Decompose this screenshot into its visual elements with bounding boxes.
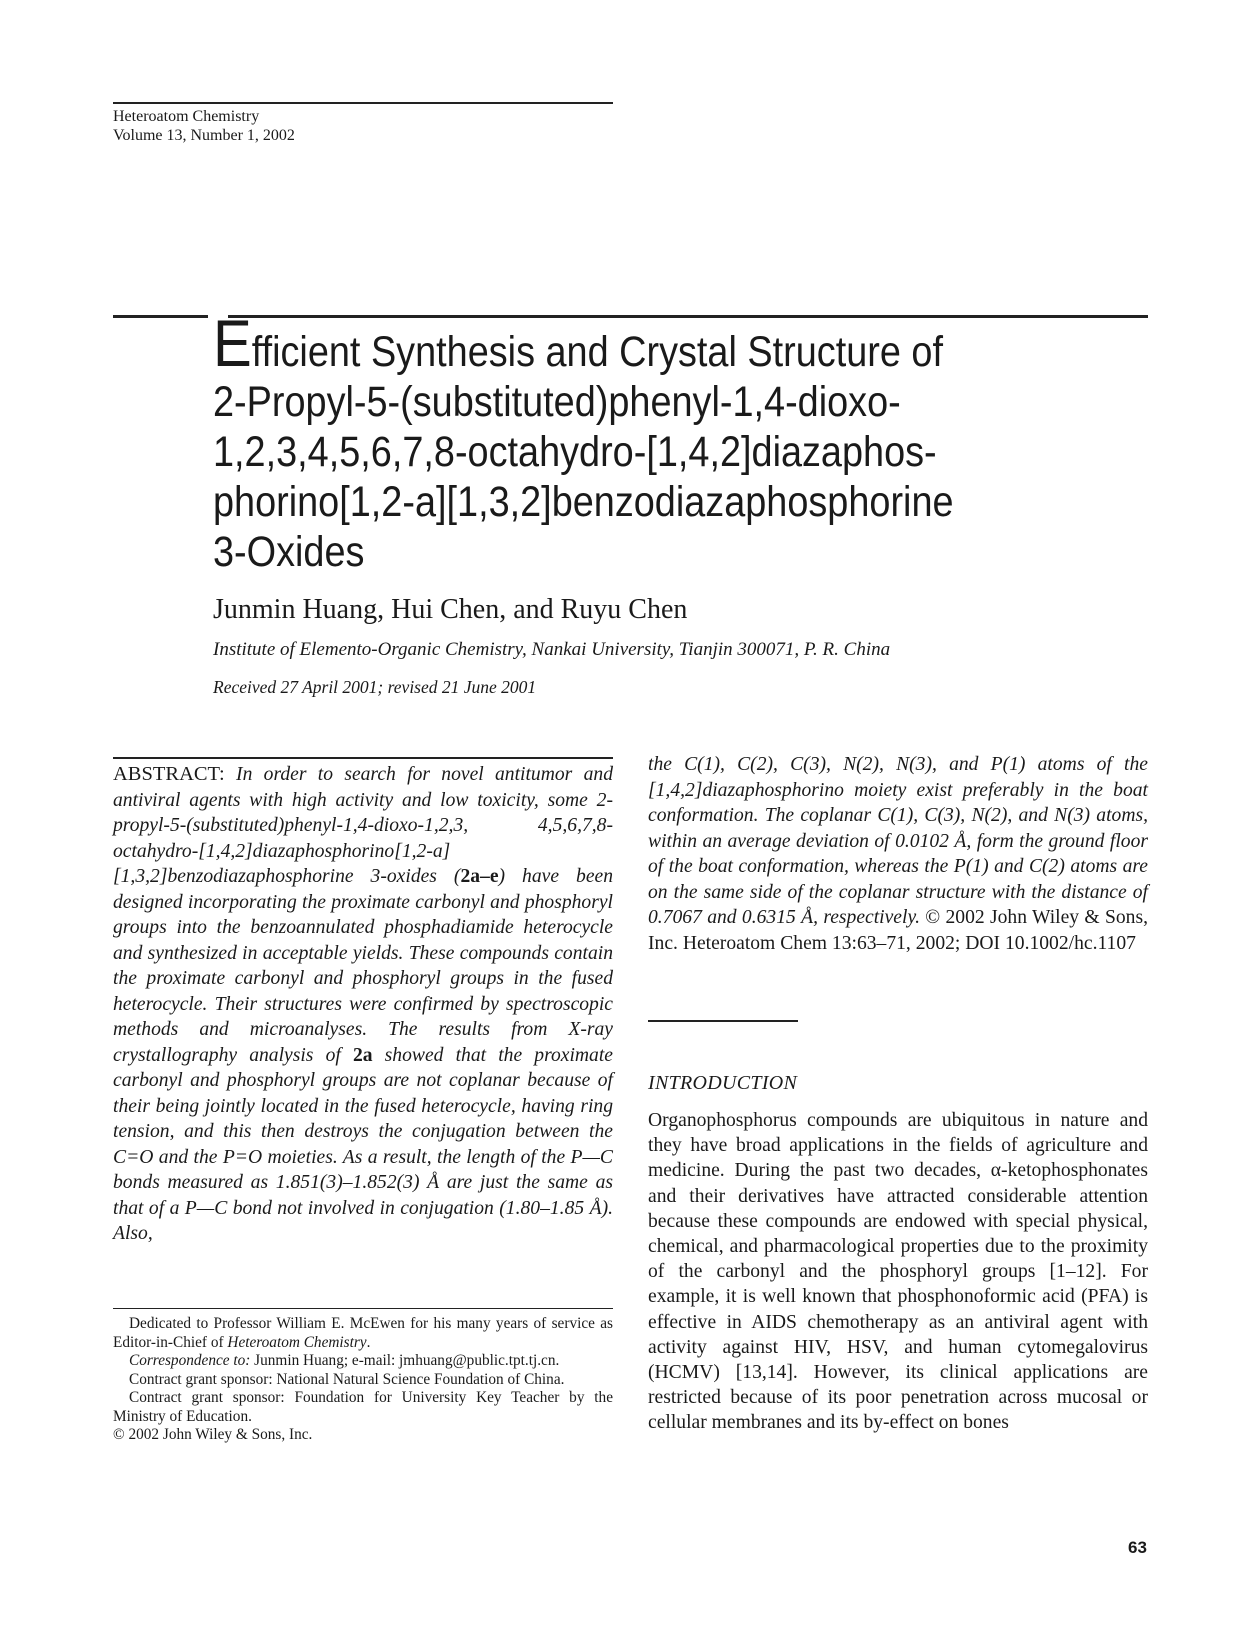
abstract-label: ABSTRACT:: [113, 763, 225, 785]
title-line-5: 3-Oxides: [213, 528, 365, 576]
footnote-copyright: © 2002 John Wiley & Sons, Inc.: [113, 1426, 313, 1443]
title-line-4: phorino[1,2-a][1,3,2]benzodiazaphosphorine: [213, 478, 954, 526]
footnote-correspondence: Correspondence to: Junmin Huang; e-mail: jmhuang@public.tpt.tj.cn.: [129, 1352, 560, 1369]
affiliation: Institute of Elemento-Organic Chemistry, Nankai University, Tianjin 300071, P. R. China: [213, 639, 891, 660]
abstract-text: ABSTRACT: In order to search for novel antitumor and antiviral agents with high activity and low toxicity, some 2-propyl-5-(substituted)phenyl-1,4-dioxo-1,2,3, 4,5,6,7,8-octahydro-[1,4,2]diazaphosphorino[1,2-a] [1,3,2]benzodiazaphosphorine 3-oxides (2a–e) have been designed incorporating the proximate carbonyl and phosphoryl groups into the benzoannulated phosphadiamide heterocycle and synthesized in acceptable yields. These compounds contain the proximate carbonyl and phosphoryl groups in the fused heterocycle. Their structures were confirmed by spectroscopic methods and microanalyses. The results from X-ray crystallography analysis of 2a showed that the proximate carbonyl and phosphoryl groups are not coplanar because of their being jointly located in the fused heterocycle, having ring tension, and this then destroys the conjugation between the C=O and the P=O moieties. As a result, the length of the P—C bonds measured as 1.851(3)–1.852(3) Å are just the same as that of a P—C bond not involved in conjugation (1.80–1.85 Å). Also,: [113, 763, 614, 1244]
page-number: 63: [1128, 1538, 1147, 1557]
title-line-2: 2-Propyl-5-(substituted)phenyl-1,4-dioxo-: [213, 378, 901, 426]
article-title: [213, 306, 1031, 577]
title-drop-cap: E: [213, 306, 252, 380]
introduction-heading: INTRODUCTION: [648, 1072, 798, 1094]
header-rule: [113, 102, 613, 104]
footnote-rule: [113, 1308, 613, 1309]
received-dates: Received 27 April 2001; revised 21 June 2001: [213, 677, 537, 697]
footnotes: [113, 1315, 613, 1445]
footnote-grant-2: Contract grant sponsor: Foundation for University Key Teacher by the Ministry of Education.: [113, 1389, 613, 1425]
footnote-grant-1: Contract grant sponsor: National Natural Science Foundation of China.: [129, 1370, 565, 1388]
abstract-rule: [113, 757, 613, 759]
title-rule-left: [113, 315, 208, 318]
abstract-end-rule: [648, 1020, 798, 1022]
compound-2a: 2a: [352, 1044, 373, 1066]
journal-name: Heteroatom Chemistry: [113, 108, 260, 125]
authors: Junmin Huang, Hui Chen, and Ruyu Chen: [213, 594, 688, 625]
compound-range: 2a–e: [460, 866, 499, 887]
footnote-dedication: Dedicated to Professor William E. McEwen for his many years of service as Editor-in-Chief of Heteroatom Chemistry.: [113, 1315, 613, 1351]
title-line-3: 1,2,3,4,5,6,7,8-octahydro-[1,4,2]diazaphos-: [213, 428, 937, 476]
journal-volume: Volume 13, Number 1, 2002: [113, 127, 295, 144]
introduction-text: Organophosphorus compounds are ubiquitous in nature and they have broad applications in the fields of agriculture and medicine. During the past two decades, α-ketophosphonates and their derivatives have attracted considerable attention because these compounds are endowed with special physical, chemical, and pharmacological properties due to the proximity of the carbonyl and the phosphoryl groups [1–12]. For example, it is well known that phosphonoformic acid (PFA) is effective in AIDS chemotherapy as an antiviral agent with activity against HIV, HSV, and human cytomegalovirus (HCMV) [13,14]. However, its clinical applications are restricted because of its poor penetration across mucosal or cellular membranes and its by-effect on bones: [648, 1110, 1148, 1434]
abstract-continued: the C(1), C(2), C(3), N(2), N(3), and P(1) atoms of the [1,4,2]diazaphosphorino moiety exist preferably in the boat conformation. The coplanar C(1), C(3), N(2), and N(3) atoms, within an average deviation of 0.0102 Å, form the ground floor of the boat conformation, whereas the P(1) and C(2) atoms are on the same side of the coplanar structure with the distance of 0.7067 and 0.6315 Å, respectively. © 2002 John Wiley & Sons, Inc. Heteroatom Chem 13:63–71, 2002; DOI 10.1002/hc.1107: [648, 754, 1148, 954]
abstract-citation: © 2002 John Wiley & Sons, Inc. Heteroatom Chem 13:63–71, 2002; DOI 10.1002/hc.1107: [648, 907, 1148, 954]
title-line-1: Efficient Synthesis and Crystal Structure of: [213, 306, 944, 380]
